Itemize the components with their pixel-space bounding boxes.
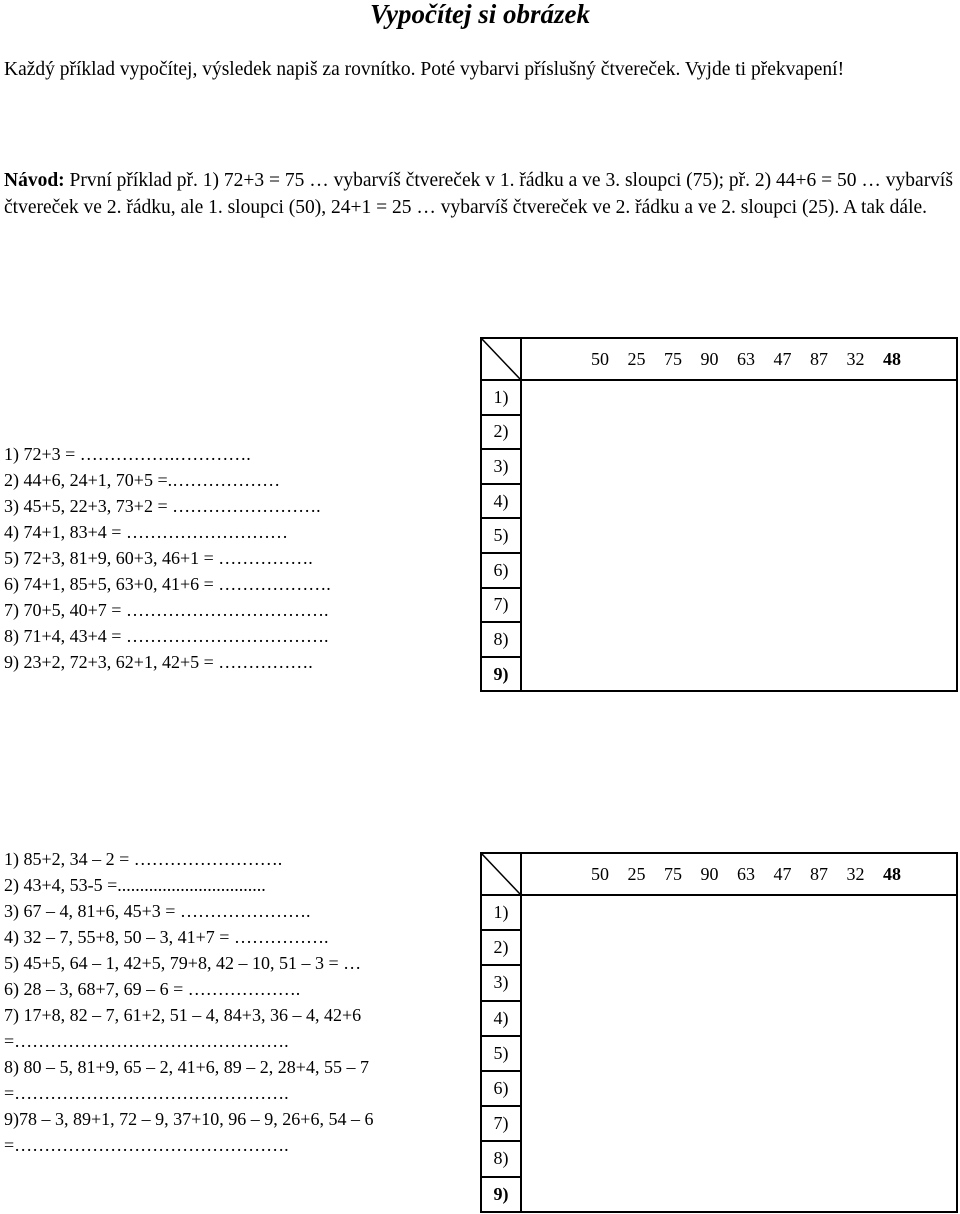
- intro-text: Každý příklad vypočítej, výsledek napiš za rovnítko. Poté vybarvi příslušný čtvereček. Vyjde ti překvapení!: [4, 59, 845, 80]
- grid-corner-cell: [481, 338, 521, 380]
- grid-row-label: 3): [481, 449, 521, 484]
- color-grid-1: [480, 337, 958, 692]
- grid-color-area[interactable]: [521, 588, 957, 623]
- exercise-line: 9) 23+2, 72+3, 62+1, 42+5 = …………….: [4, 652, 313, 672]
- grid-row-label: 4): [481, 484, 521, 519]
- grid-row-label: 2): [481, 415, 521, 450]
- grid-color-area[interactable]: [521, 415, 957, 450]
- grid-row-label: 7): [481, 1106, 521, 1141]
- exercise-list-1: [4, 441, 331, 675]
- grid-row-label: 6): [481, 1071, 521, 1106]
- grid-corner-cell: [481, 853, 521, 895]
- grid-header-value: 75: [664, 863, 682, 884]
- grid-color-area[interactable]: [521, 449, 957, 484]
- grid-color-area[interactable]: [521, 1141, 957, 1176]
- grid-color-area[interactable]: [521, 553, 957, 588]
- grid-row-label: 7): [481, 588, 521, 623]
- grid-header-value: 50: [591, 348, 609, 369]
- grid-color-area[interactable]: [521, 518, 957, 553]
- grid-header-value: 87: [810, 348, 828, 369]
- grid-color-area[interactable]: [521, 930, 957, 965]
- grid-color-area[interactable]: [521, 622, 957, 657]
- grid-header-value: 32: [846, 348, 865, 369]
- grid-row-label: 3): [481, 965, 521, 1000]
- color-grid-2: [480, 852, 958, 1213]
- grid-color-area[interactable]: [521, 1036, 957, 1071]
- grid-row-label: 8): [481, 622, 521, 657]
- grid-header-value: 25: [627, 863, 646, 884]
- guide-text: [4, 167, 954, 221]
- grid-row-label: 2): [481, 930, 521, 965]
- grid-header-value: 63: [737, 863, 755, 884]
- grid-header-value: 47: [773, 863, 792, 884]
- exercise-line: 5) 72+3, 81+9, 60+3, 46+1 = …………….: [4, 548, 313, 568]
- page-title: Vypočítej si obrázek: [370, 0, 590, 29]
- grid-row-label: 5): [481, 1036, 521, 1071]
- grid-header-value: 90: [700, 863, 719, 884]
- grid-header-value: 25: [627, 348, 646, 369]
- grid-header: [521, 338, 957, 380]
- exercise-line: 8) 71+4, 43+4 = …………………………….: [4, 626, 329, 646]
- grid-color-area[interactable]: [521, 1106, 957, 1141]
- grid-color-area[interactable]: [521, 1071, 957, 1106]
- grid-row-label: 8): [481, 1141, 521, 1176]
- exercise-line: 7) 70+5, 40+7 = …………………………….: [4, 600, 329, 620]
- grid-header-value: 48: [883, 863, 901, 884]
- grid-header-value: 48: [883, 348, 901, 369]
- grid-row-label: 9): [481, 1177, 521, 1212]
- guide-body: První příklad př. 1) 72+3 = 75 … vybarvíš čtvereček v 1. řádku a ve 3. sloupci (75); př. 2) 44+6 = 50 … vybarvíš čtvereček ve 2. řádku, ale 1. sloupci (50), 24+1 = 25 … vybarvíš čtvereček ve 2. řádku a ve 2. sloupci (25). A tak dále.: [4, 170, 953, 218]
- exercise-line: 1) 85+2, 34 – 2 = …………………….: [4, 849, 283, 869]
- grid-color-area[interactable]: [521, 965, 957, 1000]
- exercise-line: 5) 45+5, 64 – 1, 42+5, 79+8, 42 – 10, 51 – 3 = …: [4, 953, 362, 973]
- guide-label: Návod:: [4, 170, 65, 191]
- exercise-line: 4) 74+1, 83+4 = ………………………: [4, 522, 288, 542]
- exercise-line: 2) 44+6, 24+1, 70+5 =.………………: [4, 470, 281, 490]
- grid-color-area[interactable]: [521, 657, 957, 692]
- exercise-line: =……………………………………….: [4, 1083, 289, 1103]
- exercise-line: 4) 32 – 7, 55+8, 50 – 3, 41+7 = …………….: [4, 927, 329, 947]
- grid-header-value: 32: [846, 863, 865, 884]
- grid-header-value: 90: [700, 348, 719, 369]
- grid-row-label: 4): [481, 1001, 521, 1036]
- exercise-line: 6) 74+1, 85+5, 63+0, 41+6 = ……………….: [4, 574, 331, 594]
- grid-color-area[interactable]: [521, 380, 957, 415]
- grid-color-area[interactable]: [521, 895, 957, 930]
- exercise-line: 9)78 – 3, 89+1, 72 – 9, 37+10, 96 – 9, 26+6, 54 – 6: [4, 1109, 374, 1129]
- exercise-line: 8) 80 – 5, 81+9, 65 – 2, 41+6, 89 – 2, 28+4, 55 – 7: [4, 1057, 369, 1077]
- grid-header: [521, 853, 957, 895]
- grid-header-value: 50: [591, 863, 609, 884]
- exercise-line: 7) 17+8, 82 – 7, 61+2, 51 – 4, 84+3, 36 – 4, 42+6: [4, 1005, 362, 1025]
- grid-header-value: 87: [810, 863, 828, 884]
- exercise-line: =……………………………………….: [4, 1031, 289, 1051]
- grid-color-area[interactable]: [521, 1001, 957, 1036]
- exercise-line: 1) 72+3 = …………….………….: [4, 444, 251, 464]
- grid-row-label: 5): [481, 518, 521, 553]
- grid-header-value: 63: [737, 348, 755, 369]
- exercise-line: 3) 45+5, 22+3, 73+2 = …………………….: [4, 496, 321, 516]
- grid-row-label: 1): [481, 895, 521, 930]
- grid-row-label: 6): [481, 553, 521, 588]
- grid-header-value: 47: [773, 348, 792, 369]
- grid-row-label: 1): [481, 380, 521, 415]
- exercise-line: 2) 43+4, 53-5 =.................................: [4, 875, 266, 895]
- grid-header-value: 75: [664, 348, 682, 369]
- grid-color-area[interactable]: [521, 484, 957, 519]
- exercise-line: 6) 28 – 3, 68+7, 69 – 6 = ……………….: [4, 979, 301, 999]
- grid-color-area[interactable]: [521, 1177, 957, 1212]
- grid-row-label: 9): [481, 657, 521, 692]
- exercise-list-2: [4, 846, 373, 1158]
- exercise-line: 3) 67 – 4, 81+6, 45+3 = ………………….: [4, 901, 311, 921]
- exercise-line: =……………………………………….: [4, 1135, 289, 1155]
